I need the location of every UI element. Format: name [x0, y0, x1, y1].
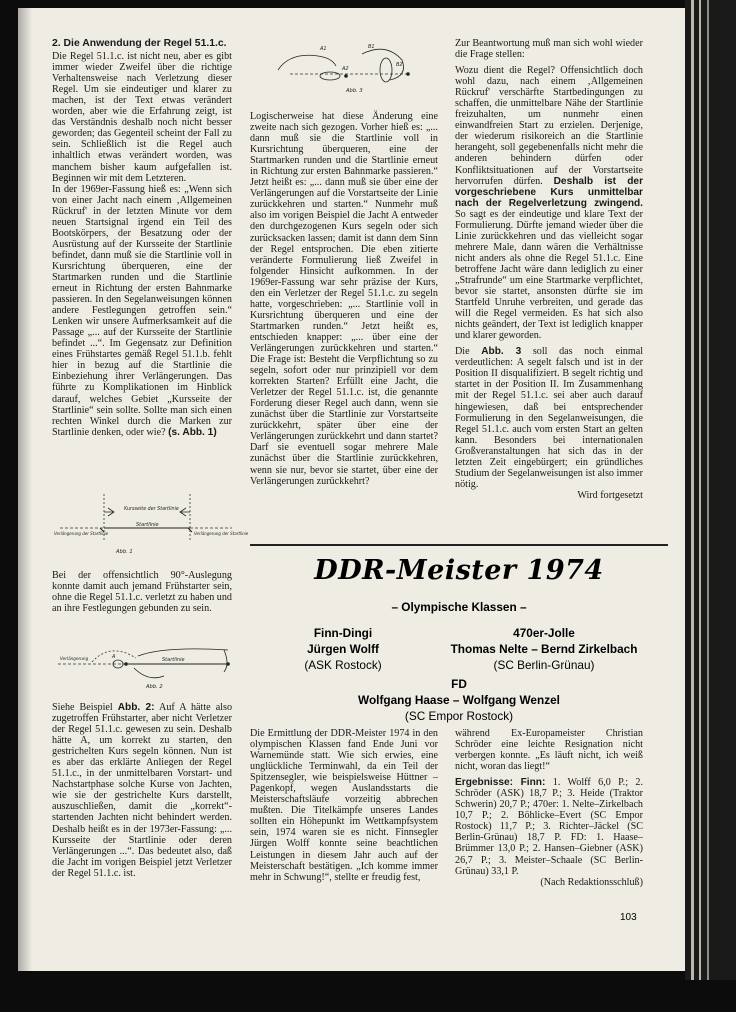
fig3-label: A1 [320, 46, 327, 52]
article-body-left [250, 728, 438, 883]
page-edge-line [707, 0, 709, 980]
figure-abb-1 [52, 488, 249, 558]
fig3-label: B2 [396, 62, 403, 68]
fig3-label: B1 [368, 44, 375, 50]
fig1-label: Startlinie [136, 522, 159, 528]
finn-winner: Jürgen Wolff [307, 642, 379, 656]
paragraph: während Ex-Europameister Christian Schröder eine leichte Resignation nicht verbergen konnte. „Es läuft nicht, ich weiß nicht, woran das liegt!“ [455, 728, 643, 773]
fig2-label: Startlinie [162, 657, 185, 663]
paragraph: Bei der offensichtlich 90°-Auslegung konnte damit auch jemand Frühstarter sein, ohne die Regel 51.1.c. verletzt zu haben und an ihre Festlegungen gebunden zu sein. [52, 570, 232, 615]
paragraph: Logischerweise hat diese Änderung eine zweite nach sich gezogen. Vorher hieß es: „... dann muß sie die Startlinie voll in Kursrichtung überqueren, eine der Startmarken runden und die Startlinie erneut in Richtung zur ersten Bahnmarke passieren.“ Jetzt heißt es: „... dann muß sie über eine der Verlängerungen auf die Vorstartseite der Linie zurückkehren und starten.“ Nunmehr muß also im vorigen Beispiel die Jacht A entweder den durchgezogenen Kurs segeln oder sich zurücksacken lassen; damit ist dann dem Sinn der Regel entsprochen. Die eben zitierte veränderte Formulierung ließ Zweifel in folgender Hinsicht aufkommen. In der 1969er-Fassung war sehr präzise der Kurs, den ein Verletzer der Regel 51.1.c. zu segeln hatte, vorgeschrieben: „... Startlinie voll in Kursrichtung überqueren und eine der Startmarken runden.“ Jetzt heißt es, entschieden knapper: „... über eine der Verlängerungen zurückkehren und starten.“ Die Frage ist: Besteht die Verpflichtung so zu segeln, sofort oder nur prinzipiell vor dem korrekten Starten? Erfüllt eine Jacht, die Verletzer der Regel 51.1.c. ist, die genannte Forderung dieser Regel auch dann, wenn sie zunächst über die Startlinie zur Vorstartseite zurückkehrt, später über eine der Verlängerungen zurückkehrt und dann startet? Darf sie eventuell sogar mehrere Male zunächst über die Startlinie zurückkehren, wenn sie nur, bevor sie startet, über eine der Verlängerungen zurückkehrt? [250, 111, 438, 487]
fig2-caption: Abb. 2 [146, 684, 163, 690]
article-title: DDR-Meister 1974 [314, 555, 604, 586]
right-column [455, 38, 643, 501]
jolle-club: (SC Berlin-Grünau) [493, 658, 595, 672]
fig1-label: Verlängerung der Startlinie [54, 531, 109, 536]
paragraph: In der 1969er-Fassung hieß es: „Wenn sich von einer Jacht nach einem ‚Allgemeinen Rückruf' in der letzten Minute vor dem neuen Startsignal irgend ein Teil des Bootskörpers, der Besatzung oder der Ausrüstung auf der Kursseite der Startlinie befindet, dann muß sie die Startlinie voll in Kursrichtung überqueren, eine der Startmarken runden und die Startlinie erneut in Richtung der ersten Bahnmarke passieren. In den Segelanweisungen können andere Festlegungen getroffen sein.“ Lenken wir unsere Aufmerksamkeit auf die Passage „... auf der Kursseite der Startlinie befindet ...“. Im Gegensatz zur Definition eines Frühstartes gemäß Regel 51.1.b. fehlt hier in bezug auf die Startlinie die Einbeziehung ihrer Verlängerungen. Das führte zu Komplikationen im Hinblick darauf, welches Gebiet „Kursseite der Startlinie“ sein sollte. Sollte man sich einen rechten Winkel durch die Marken zur Startlinie denken, oder wie? (s. Abb. 1) [52, 183, 232, 438]
fig3-caption: Abb. 3 [346, 88, 363, 94]
paragraph: Wozu dient die Regel? Offensichtlich doch wohl dazu, nach einem ‚Allgemeinen Rückruf' verschärfte Startbedingungen zu schaffen, die unmittelbare Nähe der Startlinie freizuhalten, um nunmehr einen einwandfreien Start zu erzielen. Derjenige, der wiederum risikoreich an die Startlinie herangeht, soll gegebenenfalls nicht mehr die anderen behindern dürfen oder Konfliktsituationen auf der Vorstartseite hervorrufen dürfen. Deshalb ist der vorgeschriebene Kurs unmittelbar nach der Regelverletzung zwingend. So sagt es der eindeutige und klare Text der Formulierung. Dürfte jemand wieder über die Linie zurückkehren und das vielleicht sogar mehrere Male, dann wären die Verhältnisse nicht anders als ohne die Regel 51.1.c. Eine betroffene Jacht wäre dann lediglich zu einer „Strafrunde“ um eine Startmarke verpflichtet, bevor sie startet, ansonsten dürfte sie im Startfeld Unruhe verbreiten, und gerade das will die Regel vermeiden. Es hat sich also nichts geändert, der Text ist lediglich knapper und klarer geworden. [455, 65, 644, 342]
left-column-top [52, 38, 232, 438]
binding-shadow [18, 8, 32, 971]
article-body-right [455, 728, 643, 888]
figure-abb-3 [250, 36, 440, 104]
results-paragraph: Ergebnisse: Finn: 1. Wolff 6,0 P.; 2. Schröder (ASK) 18,7 P.; 3. Heide (Traktor Schwerin) 20,7 P.; 470er: 1. Nelte–Zirkelbach 10,7 P.; 2. Böhlicke–Evert (SC Empor Rostock) 11,7 P.; 3. Richter–Jäckel (SC Berlin-Grünau) 18,7 P. FD: 1. Haase–Brümmer 13,0 P.; 2. Hansen–Giebner (ASK) 26,7 P.; 3. Meister–Schaale (SC Berlin-Grünau) 33,1 P. [455, 777, 643, 877]
fd-class-label: FD [451, 677, 467, 691]
article-subtitle: – Olympische Klassen – [391, 600, 527, 614]
jolle-winners: Thomas Nelte – Bernd Zirkelbach [450, 642, 638, 656]
jolle-class-label: 470er-Jolle [513, 626, 575, 640]
fig2-label: A [112, 654, 116, 660]
section-heading: 2. Die Anwendung der Regel 51.1.c. [52, 38, 227, 49]
finn-class-label: Finn-Dingi [313, 626, 373, 640]
fig3-label: A2 [342, 66, 349, 72]
section-rule [250, 544, 668, 546]
closing-note: (Nach Redaktionsschluß) [540, 876, 643, 888]
paragraph: Die Regel 51.1.c. ist nicht neu, aber es gibt immer wieder Zweifel über die richtige Verhaltensweise nach Verletzung dieser Regel. Um sie eindeutiger und klarer zu machen, ist der Text etwas verändert worden, aber wie die Erfahrung zeigt, ist das Verständnis deshalb noch nicht besser geworden; das Gegenteil scheint der Fall zu sein. Schließlich ist die Regel auch inhaltlich etwas verändert worden, was manchem bisher kaum aufgefallen ist. Beginnen wir mit dem Letzteren. [52, 51, 232, 184]
fig1-caption: Abb. 1 [116, 549, 133, 555]
middle-column [250, 111, 438, 487]
fig1-label: Verlängerung der Startlinie [194, 531, 249, 536]
page-edge-line [699, 0, 701, 980]
finn-club: (ASK Rostock) [304, 658, 382, 672]
continuation-note: Wird fortgesetzt [577, 489, 643, 501]
paragraph: Die Ermittlung der DDR-Meister 1974 in den olympischen Klassen fand Ende Juni vor Warnemünde statt. Wie sich erwies, eine unglückliche Terminwahl, da ein Teil der Spitzensegler, wie beispielsweise Hüttner – Pagenkopf, wegen Auslandsstarts die Meisterschaftsläufe vorzeitig abbrechen mußten. Die Titelkämpfe unseres Landes sollten ein Höhepunkt im Wettkampfsystem sein, 1974 waren sie es nicht. Finnsegler Jürgen Wolff konnte seine beachtlichen Leistungen in diesem Jahr auch auf der Meisterschaft bestätigen. „Ich komme immer mehr in Schwung!“, stellte er freudig fest, [250, 728, 438, 883]
figure-abb-2 [52, 636, 240, 696]
page-edge-line [691, 0, 694, 980]
paragraph: Zur Beantwortung muß man sich wohl wieder die Frage stellen: [455, 38, 643, 61]
fd-club: (SC Empor Rostock) [404, 709, 514, 723]
page-number: 103 [620, 912, 637, 923]
left-column-middle [52, 570, 232, 614]
paragraph: Die Abb. 3 soll das noch einmal verdeutlichen: A segelt falsch und ist in der Position II disqualifiziert. B segelt richtig und startet in der Position II. Im Zusammenhang mit der Regel 51.1.c. sei aber auch darauf hingewiesen, daß bei entsprechender Formulierung in den Segelanweisungen, die Regel 51.1.c. auch vom ersten Start an gelten kann. Besonders bei internationalen Großveranstaltungen hat sich das in der letzten Zeit eingebürgert; ein gründliches Studium der Segelanweisungen ist also immer nötig. [455, 346, 644, 490]
left-column-bottom [52, 702, 232, 879]
paragraph: Siehe Beispiel Abb. 2: Auf A hätte also zugetroffen Frühstarter, aber nicht Verletzer der Regel 51.1.c. gewesen zu sein. Deshalb hätte A, um korrekt zu starten, den gestrichelten Kurs segeln können. Nun ist es aber das erklärte Anliegen der Regel 51.1.c., in der unmittelbaren Vorstart- und Nachstartphase solche Kurse von Jachten, wie sie der gestrichelte Kurs darstellt, auszuschließen, damit die „korrekt“-startenden Jachten nicht behindert werden. Deshalb heißt es in der 1973er-Fassung: „... Kursseite der Startlinie oder deren Verlängerungen ...“. Das bedeutet also, daß die Jacht im vorigen Beispiel jetzt Verletzer der Regel 51.1.c. ist. [52, 702, 233, 879]
page-stack-edge [685, 0, 736, 980]
fig2-label: Verlängerung [60, 656, 89, 661]
fd-winners: Wolfgang Haase – Wolfgang Wenzel [358, 693, 560, 707]
fig1-label: Kursseite der Startlinie [124, 507, 179, 512]
